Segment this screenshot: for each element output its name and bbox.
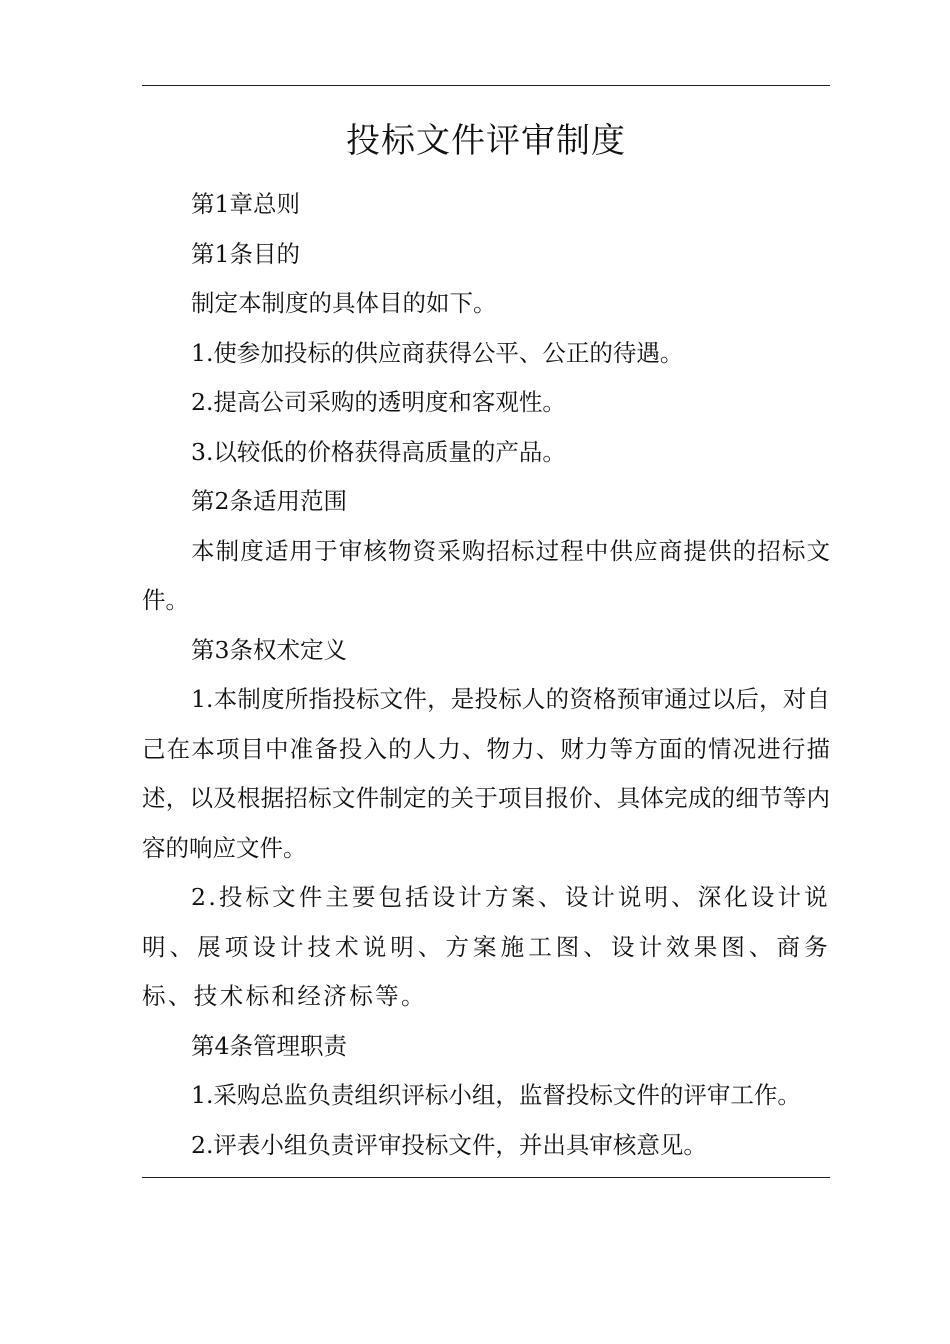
list-item: 2.提高公司采购的透明度和客观性。 (191, 388, 566, 416)
article-heading: 第2条适用范围 (191, 487, 347, 515)
paragraph: 2.投标文件主要包括设计方案、设计说明、深化设计说明、展项设计技术说明、方案施工图、设计效果图、商务标、技术标和经济标等。 (142, 883, 830, 1010)
paragraph: 制定本制度的具体目的如下。 (191, 289, 497, 317)
document-title: 投标文件评审制度 (346, 121, 626, 161)
list-item: 1.使参加投标的供应商获得公平、公正的待遇。 (191, 338, 684, 367)
article-heading: 第1条目的 (191, 239, 300, 268)
footer-rule (142, 1177, 830, 1178)
paragraph: 本制度适用于审核物资采购招标过程中供应商提供的招标文件。 (142, 536, 830, 614)
list-item: 3.以较低的价格获得高质量的产品。 (191, 437, 566, 466)
list-item: 2.评表小组负责评审投标文件，并出具审核意见。 (191, 1130, 707, 1159)
chapter-heading: 第1章总则 (191, 190, 300, 218)
document-body (142, 180, 830, 1170)
article-heading: 第4条管理职责 (191, 1031, 347, 1060)
article-heading: 第3条权术定义 (191, 635, 347, 664)
paragraph: 1.本制度所指投标文件，是投标人的资格预审通过以后，对自己在本项目中准备投入的人力、物力、财力等方面的情况进行描述，以及根据招标文件制定的关于项目报价、具体完成的细节等内容的响应文件。 (142, 685, 830, 862)
list-item: 1.采购总监负责组织评标小组，监督投标文件的评审工作。 (191, 1081, 801, 1109)
header-rule (142, 85, 830, 86)
